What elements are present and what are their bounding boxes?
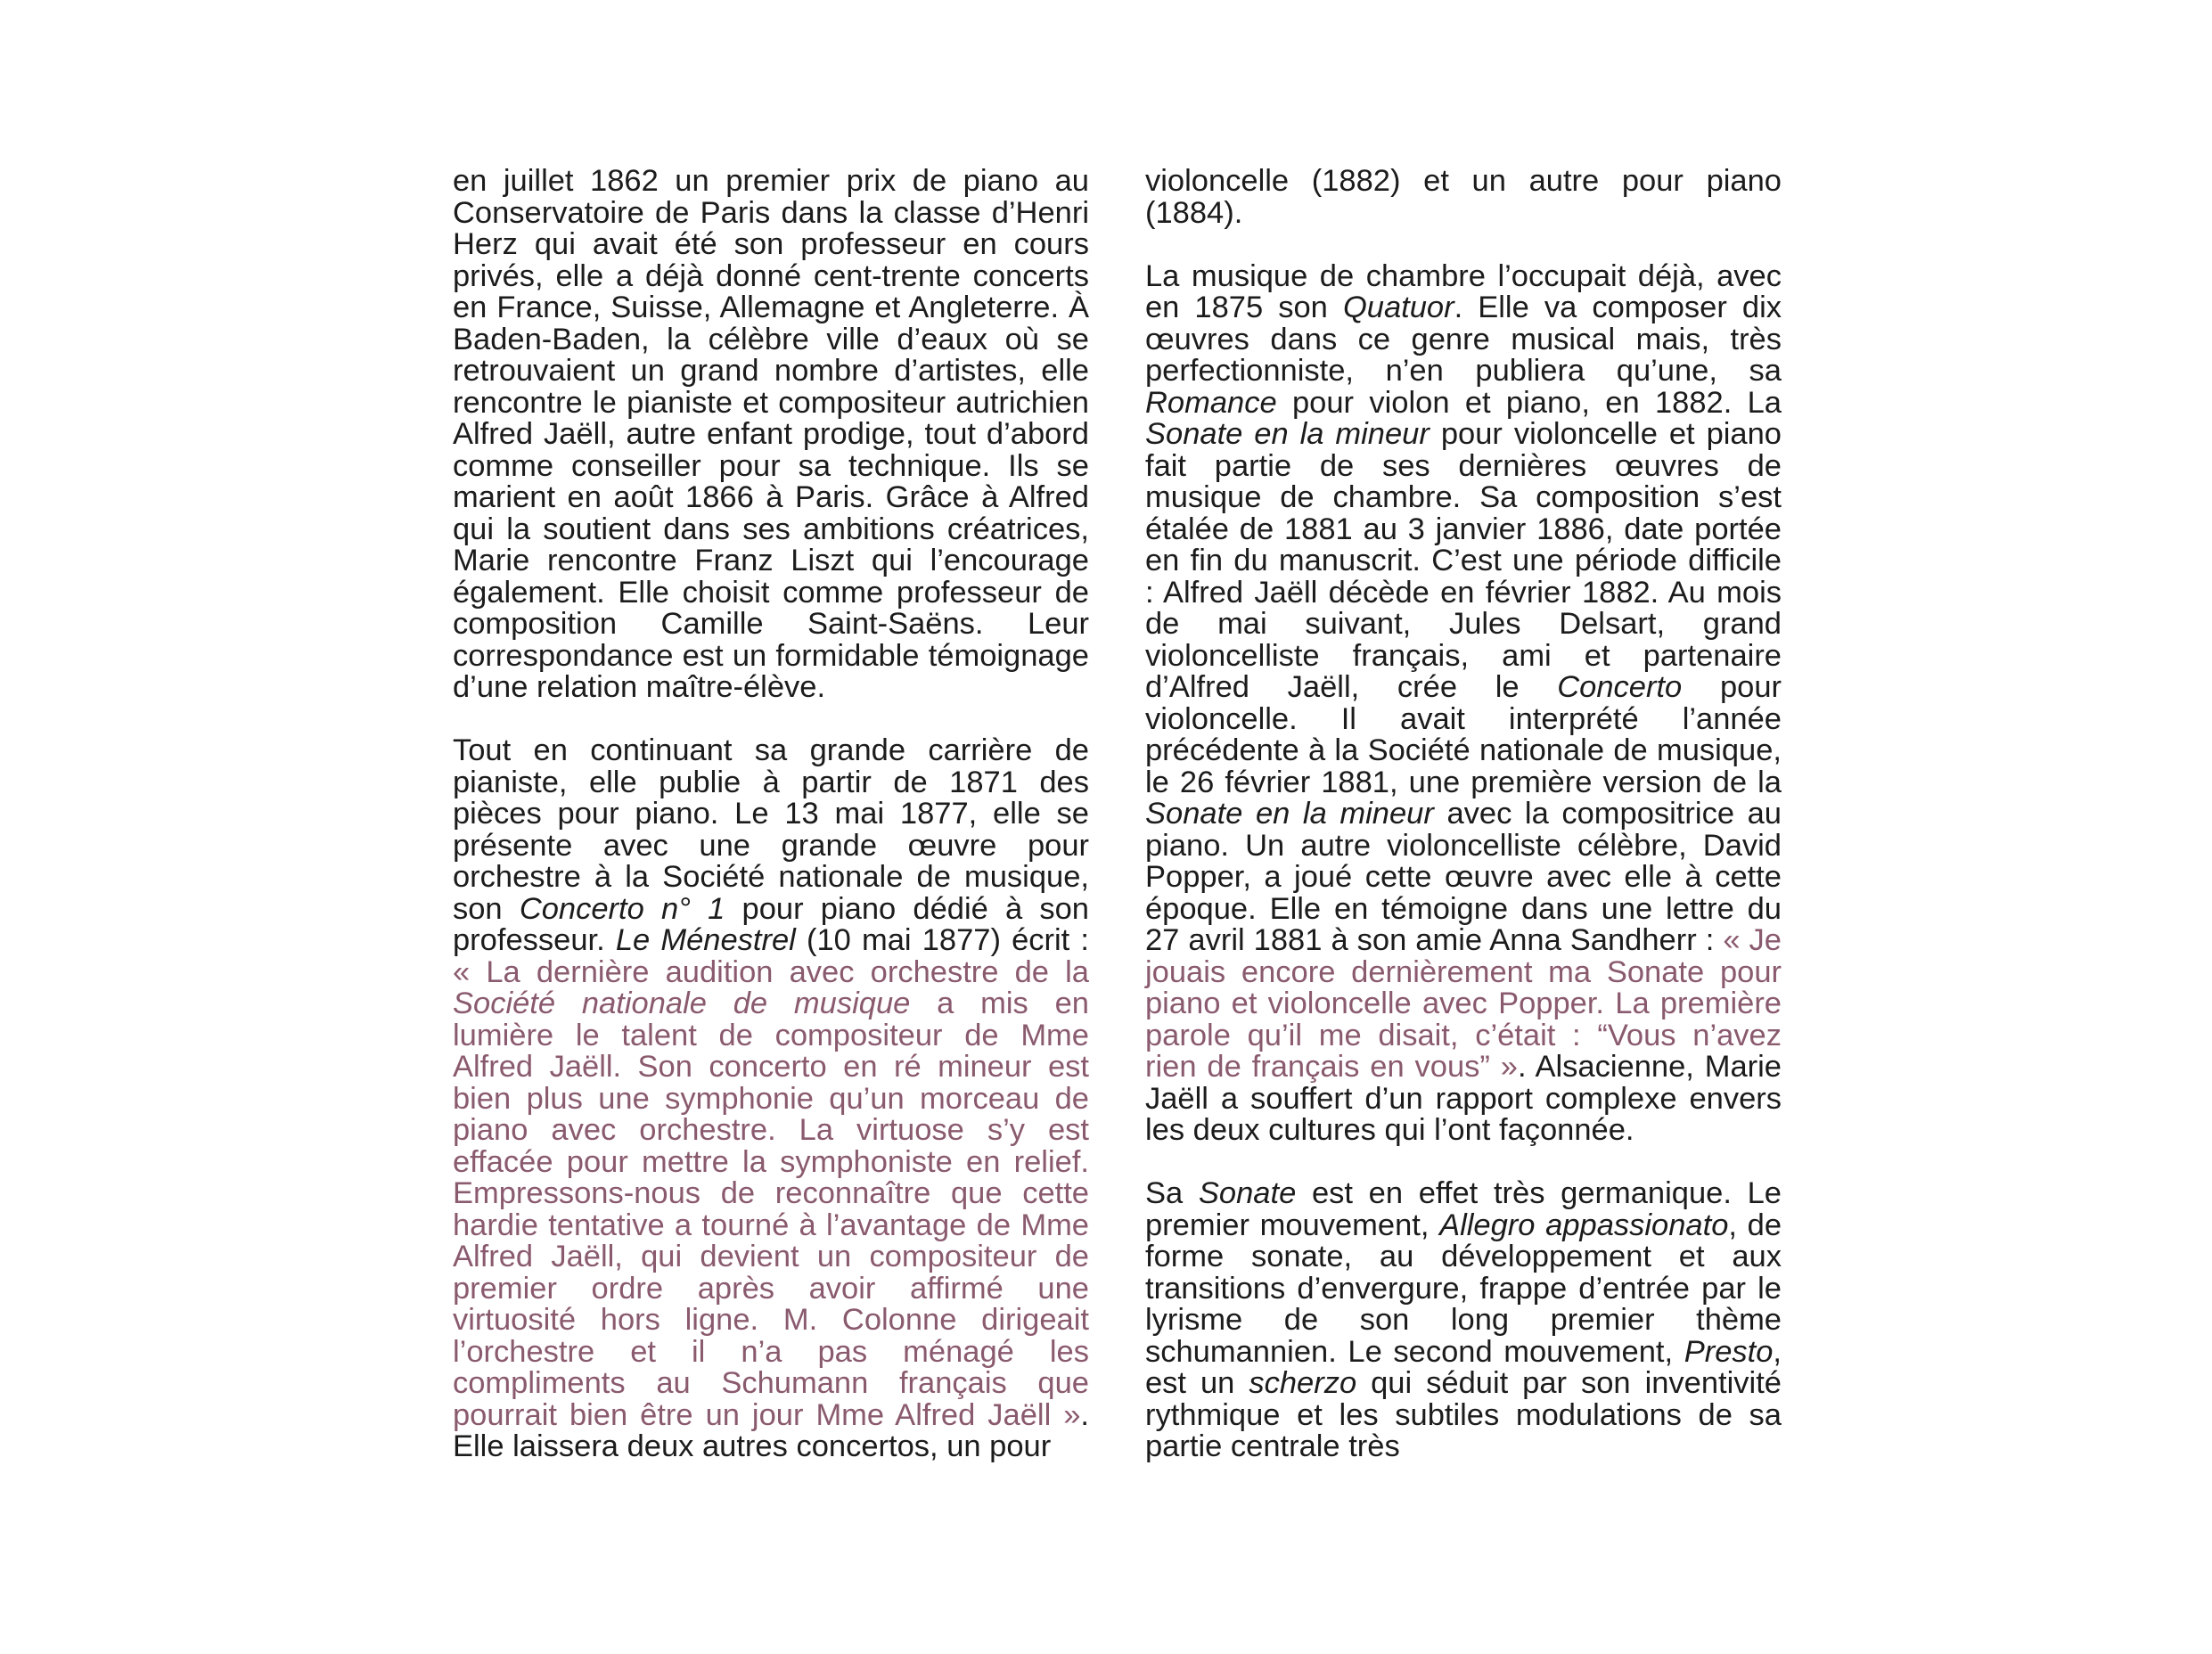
movement-allegro: Allegro appassionato [1439,1208,1729,1242]
left-p2-text-3: (10 mai 1877) écrit : [795,923,1089,957]
left-p2-text-1: Tout en continuant sa grande carrière de pianiste, elle publie à partir de 1871 des pièces pour piano. Le 13 mai 1877, elle se présente avec une grande œuvre pour orchestre à la Société nationale de musique, son [453,733,1089,926]
work-title-romance: Romance [1145,385,1277,420]
press-quote-2: a mis en lumière le talent de compositeur de Mme Alfred Jaëll. Son concerto en ré mineur est bien plus une symphonie qu’un morceau de piano avec orchestre. La virtuose s’y est effacée pour mettre la symphoniste en relief. Empressons-nous de reconnaître que cette hardie tentative a tourné à l’avantage de Mme Alfred Jaëll, qui devient un compositeur de premier ordre après avoir affirmé une virtuosité hors ligne. M. Colonne dirigeait l’orchestre et il n’a pas ménagé les compliments au Schumann français que pourrait bien être un jour Mme Alfred Jaëll » [453,987,1089,1432]
work-title-concerto-1: Concerto n° 1 [519,891,725,926]
work-title-sonate-3: Sonate [1198,1176,1297,1210]
work-title-sonate-1: Sonate en la mineur [1145,417,1430,451]
right-p2-text-3: pour violon et piano, en 1882. La [1276,385,1782,420]
right-p2-text-2: . Elle va composer dix œuvres dans ce genre musical mais, très perfectionniste, n’en publiera qu’une, sa [1145,291,1782,388]
right-p3-text-2: est en effet très germanique. Le premier mouvement, [1145,1176,1782,1242]
work-title-quatuor: Quatuor [1342,291,1454,324]
movement-presto: Presto [1684,1334,1774,1369]
right-p2-text-1: La musique de chambre l’occupait déjà, avec en 1875 son [1145,258,1782,324]
left-column [453,166,1089,1463]
work-title-sonate-2: Sonate en la mineur [1145,797,1434,831]
right-p3-text-5: qui séduit par son inventivité rythmique et les subtiles modulations de sa partie centrale très [1145,1366,1782,1463]
right-paragraph-3 [1145,1178,1782,1463]
left-paragraph-2 [453,735,1089,1463]
right-p2-text-7: . Alsacienne, Marie Jaëll a souffert d’un rapport complexe envers les deux cultures qui l’ont façonnée. [1145,1050,1782,1147]
press-quote-1: « La dernière audition avec orchestre de la [453,954,1089,989]
right-p2-text-6: avec la compositrice au piano. Un autre violoncelliste célèbre, David Popper, a joué cette œuvre avec elle à cette époque. Elle en témoigne dans une lettre du 27 avril 1881 à son amie Anna Sandherr : [1145,797,1782,957]
left-p2-text-4: . Elle laissera deux autres concertos, un pour [453,1397,1089,1463]
press-quote-societe-nationale: Société nationale de musique [453,987,911,1020]
right-p3-text-1: Sa [1145,1176,1199,1210]
work-title-concerto-cello: Concerto [1557,670,1683,704]
right-p3-text-4: , est un [1145,1334,1782,1400]
right-p2-text-5: pour violoncelle. Il avait interprété l’année précédente à la Société nationale de musique, le 26 février 1881, une première version de la [1145,670,1782,799]
right-column [1145,166,1782,1463]
left-p1-text: en juillet 1862 un premier prix de piano au Conservatoire de Paris dans la classe d’Henri Herz qui avait été son professeur en cours privés, elle a déjà donné cent-trente concerts en France, Suisse, Allemagne et Angleterre. À Baden-Baden, la célèbre ville d’eaux où se retrouvaient un grand nombre d’artistes, elle rencontre le pianiste et compositeur autrichien Alfred Jaëll, autre enfant prodige, tout d’abord comme conseiller pour sa technique. Ils se marient en août 1866 à Paris. Grâce à Alfred qui la soutient dans ses ambitions créatrices, Marie rencontre Franz Liszt qui l’encourage également. Elle choisit comme professeur de composition Camille Saint-Saëns. Leur correspondance est un formidable témoignage d’une relation maître-élève. [453,164,1089,704]
right-paragraph-1 [1145,166,1782,229]
right-paragraph-2 [1145,258,1782,1147]
letter-quote: « Je jouais encore dernièrement ma Sonate pour piano et violoncelle avec Popper. La première parole qu’il me disait, c’était : “Vous n’avez rien de français en vous” » [1145,923,1782,1084]
right-p1-text: violoncelle (1882) et un autre pour piano (1884). [1145,164,1782,230]
left-p2-text-2: pour piano dédié à son professeur. [453,891,1089,957]
right-p3-text-3: , de forme sonate, au développement et aux transitions d’envergure, frappe d’entrée par le lyrisme de son long premier thème schumannien. Le second mouvement, [1145,1208,1782,1369]
term-scherzo: scherzo [1249,1366,1357,1400]
publication-title-menestrel: Le Ménestrel [615,923,796,957]
left-paragraph-1 [453,166,1089,704]
right-p2-text-4: pour violoncelle et piano fait partie de ses dernières œuvres de musique de chambre. Sa composition s’est étalée de 1881 au 3 janvier 1886, date portée en fin du manuscrit. C’est une période difficile : Alfred Jaëll décède en février 1882. Au mois de mai suivant, Jules Delsart, grand violoncelliste français, ami et partenaire d’Alfred Jaëll, crée le [1145,417,1782,704]
